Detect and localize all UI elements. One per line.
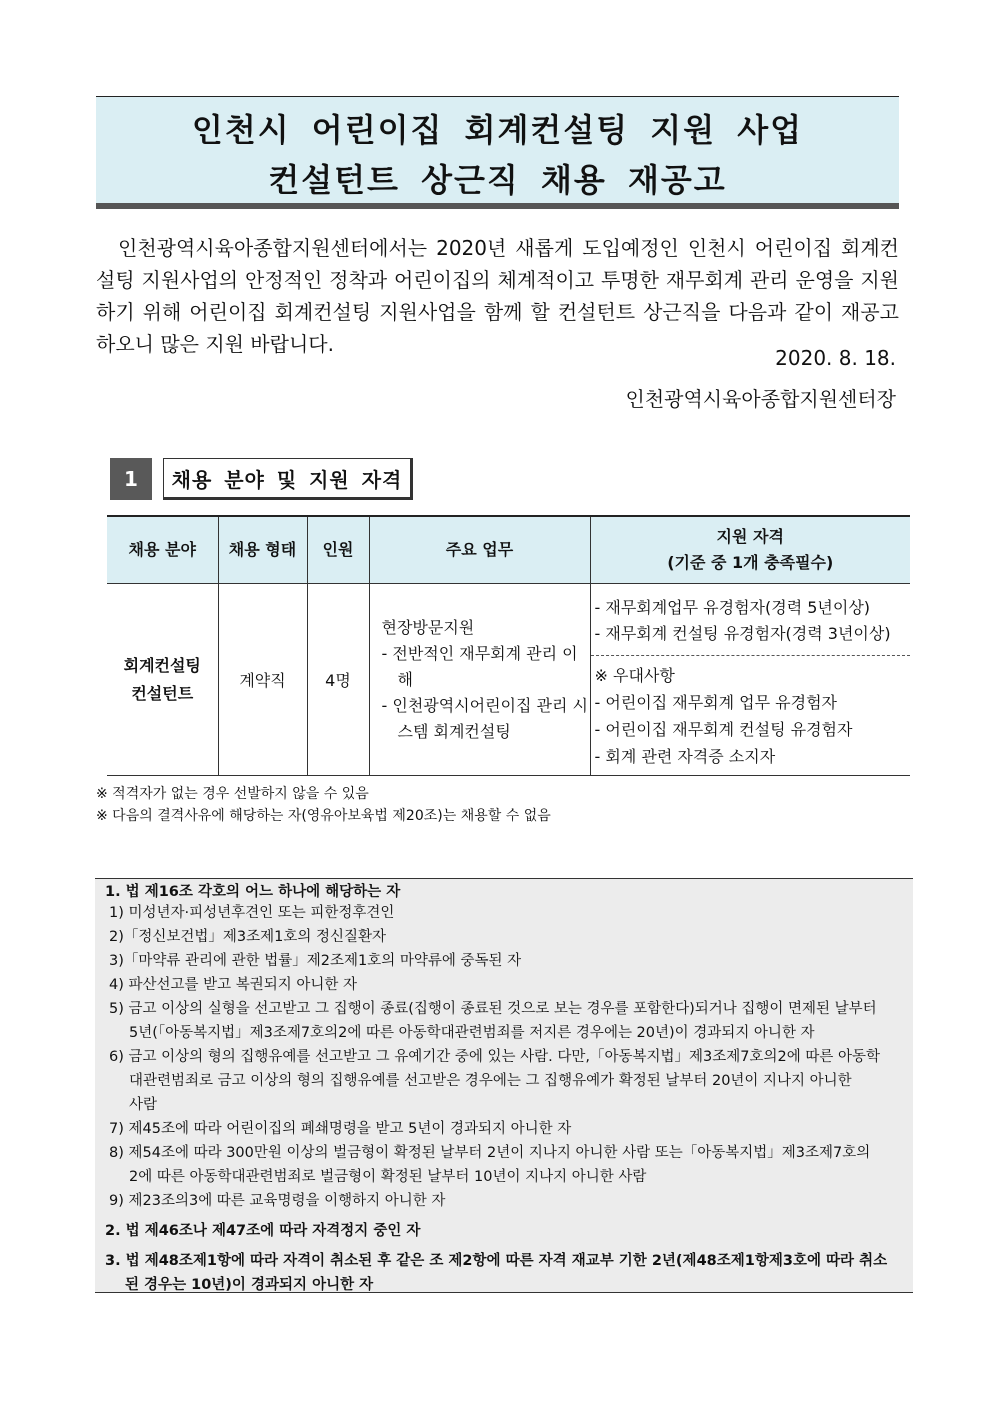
list-item: 7) 제45조에 따라 어린이집의 폐쇄명령을 받고 5년이 경과되지 아니한 자 bbox=[109, 1121, 572, 1137]
header-duty: 주요 업무 bbox=[369, 516, 590, 584]
preferred-item: - 어린이집 재무회계 컨설팅 유경험자 bbox=[594, 720, 853, 739]
required-qualifications bbox=[591, 585, 911, 656]
signer: 인천광역시육아종합지원센터장 bbox=[625, 387, 896, 411]
section-number: 1 bbox=[110, 458, 152, 500]
section-title: 채용 분야 및 지원 자격 bbox=[163, 458, 413, 500]
table-header-row bbox=[107, 516, 910, 584]
cell-field bbox=[107, 584, 218, 776]
notes bbox=[96, 783, 551, 827]
header-qualification bbox=[590, 516, 910, 584]
heading-3-line: 된 경우는 10년)이 경과되지 아니한 자 bbox=[125, 1277, 374, 1293]
preferred-item: - 어린이집 재무회계 업무 유경험자 bbox=[594, 693, 838, 712]
header-field: 채용 분야 bbox=[107, 516, 218, 584]
list-item-line: 5) 금고 이상의 실형을 선고받고 그 집행이 종료(집행이 종료된 것으로 보는 경우를 포함한다)되거나 집행이 면제된 날부터 bbox=[109, 1001, 877, 1017]
list-item bbox=[109, 1141, 905, 1189]
duty-item: - 전반적인 재무회계 관리 이해 bbox=[381, 643, 578, 689]
field-line1: 회계컨설팅 bbox=[123, 655, 201, 675]
header-type: 채용 형태 bbox=[218, 516, 307, 584]
list-item-line: 2에 따른 아동학대관련범죄로 벌금형이 확정된 날부터 10년이 지나지 아니한 사람 bbox=[129, 1169, 647, 1185]
list-item: 2)「정신보건법」제3조제1호의 정신질환자 bbox=[109, 929, 387, 945]
disqualification-heading-3 bbox=[105, 1249, 887, 1297]
preferred-qualifications bbox=[591, 656, 911, 774]
list-item-line: 대관련범죄로 금고 이상의 형의 집행유예를 선고받은 경우에는 그 집행유예가 확정된 날부터 20년이 지나지 아니한 bbox=[129, 1073, 852, 1089]
list-item-line: 사람 bbox=[129, 1097, 158, 1113]
header-count: 인원 bbox=[307, 516, 369, 584]
cell-count: 4명 bbox=[307, 584, 369, 776]
disqualification-heading-2: 2. 법 제46조나 제47조에 따라 자격정지 중인 자 bbox=[105, 1223, 421, 1239]
announcement-date: 2020. 8. 18. bbox=[775, 346, 896, 370]
duty-item: - 인천광역시어린이집 관리 시스템 회계컨설팅 bbox=[381, 695, 589, 741]
list-item-line: 5년(「아동복지법」제3조제7호의2에 따른 아동학대관련범죄를 저지른 경우에는 20년)이 경과되지 아니한 자 bbox=[129, 1025, 815, 1041]
intro-paragraph bbox=[96, 232, 899, 360]
disqualification-box bbox=[95, 878, 913, 1293]
qualification-item: - 재무회계 컨설팅 유경험자(경력 3년이상) bbox=[594, 624, 891, 643]
preferred-title: ※ 우대사항 bbox=[594, 666, 675, 685]
note-item: ※ 적격자가 없는 경우 선발하지 않을 수 있음 bbox=[96, 786, 369, 802]
header-qualification-line2: (기준 중 1개 충족필수) bbox=[667, 553, 834, 572]
field-line2: 컨설턴트 bbox=[131, 683, 194, 703]
heading-3-line: 3. 법 제48조제1항에 따라 자격이 취소된 후 같은 조 제2항에 따른 자격 재교부 기한 2년(제48조제1항제3호에 따라 취소 bbox=[105, 1253, 888, 1269]
list-item: 1) 미성년자·피성년후견인 또는 피한정후견인 bbox=[109, 905, 395, 921]
duty-title: 현장방문지원 bbox=[381, 617, 475, 637]
cell-duty bbox=[369, 584, 590, 776]
list-item-line: 8) 제54조에 따라 300만원 이상의 벌금형이 확정된 날부터 2년이 지나지 아니한 사람 또는「아동복지법」제3조제7호의 bbox=[109, 1145, 871, 1161]
note-item: ※ 다음의 결격사유에 해당하는 자(영유아보육법 제20조)는 채용할 수 없음 bbox=[96, 808, 551, 824]
list-item: 9) 제23조의3에 따른 교육명령을 이행하지 아니한 자 bbox=[109, 1193, 446, 1209]
page-subtitle: 컨설턴트 상근직 채용 재공고 bbox=[268, 161, 727, 199]
title-box bbox=[96, 96, 899, 209]
page-title: 인천시 어린이집 회계컨설팅 지원 사업 bbox=[191, 111, 804, 149]
list-item bbox=[109, 997, 905, 1045]
cell-qualification bbox=[590, 584, 910, 776]
list-item-line: 6) 금고 이상의 형의 집행유예를 선고받고 그 유예기간 중에 있는 사람. 다만,「아동복지법」제3조제7호의2에 따른 아동학 bbox=[109, 1049, 881, 1065]
recruitment-table bbox=[107, 515, 910, 776]
list-item: 3)「마약류 관리에 관한 법률」제2조제1호의 마약류에 중독된 자 bbox=[109, 953, 522, 969]
header-qualification-line1: 지원 자격 bbox=[716, 527, 784, 546]
cell-type: 계약직 bbox=[218, 584, 307, 776]
qualification-item: - 재무회계업무 유경험자(경력 5년이상) bbox=[594, 598, 871, 617]
list-item bbox=[109, 1045, 905, 1117]
preferred-item: - 회계 관련 자격증 소지자 bbox=[594, 747, 776, 766]
list-item: 4) 파산선고를 받고 복권되지 아니한 자 bbox=[109, 977, 358, 993]
disqualification-heading-1: 1. 법 제16조 각호의 어느 하나에 해당하는 자 bbox=[105, 884, 401, 900]
intro-text: 인천광역시육아종합지원센터에서는 2020년 새롭게 도입예정인 인천시 어린이집 회계컨설팅 지원사업의 안정적인 정착과 어린이집의 체계적이고 투명한 재무회계 관리 운영을 지원하기 위해 어린이집 회계컨설팅 지원사업을 함께 할 컨설턴트 상근직을 다음과 같이 재공고하오니 많은 지원 바랍니다. bbox=[96, 236, 899, 356]
table-row bbox=[107, 584, 910, 776]
